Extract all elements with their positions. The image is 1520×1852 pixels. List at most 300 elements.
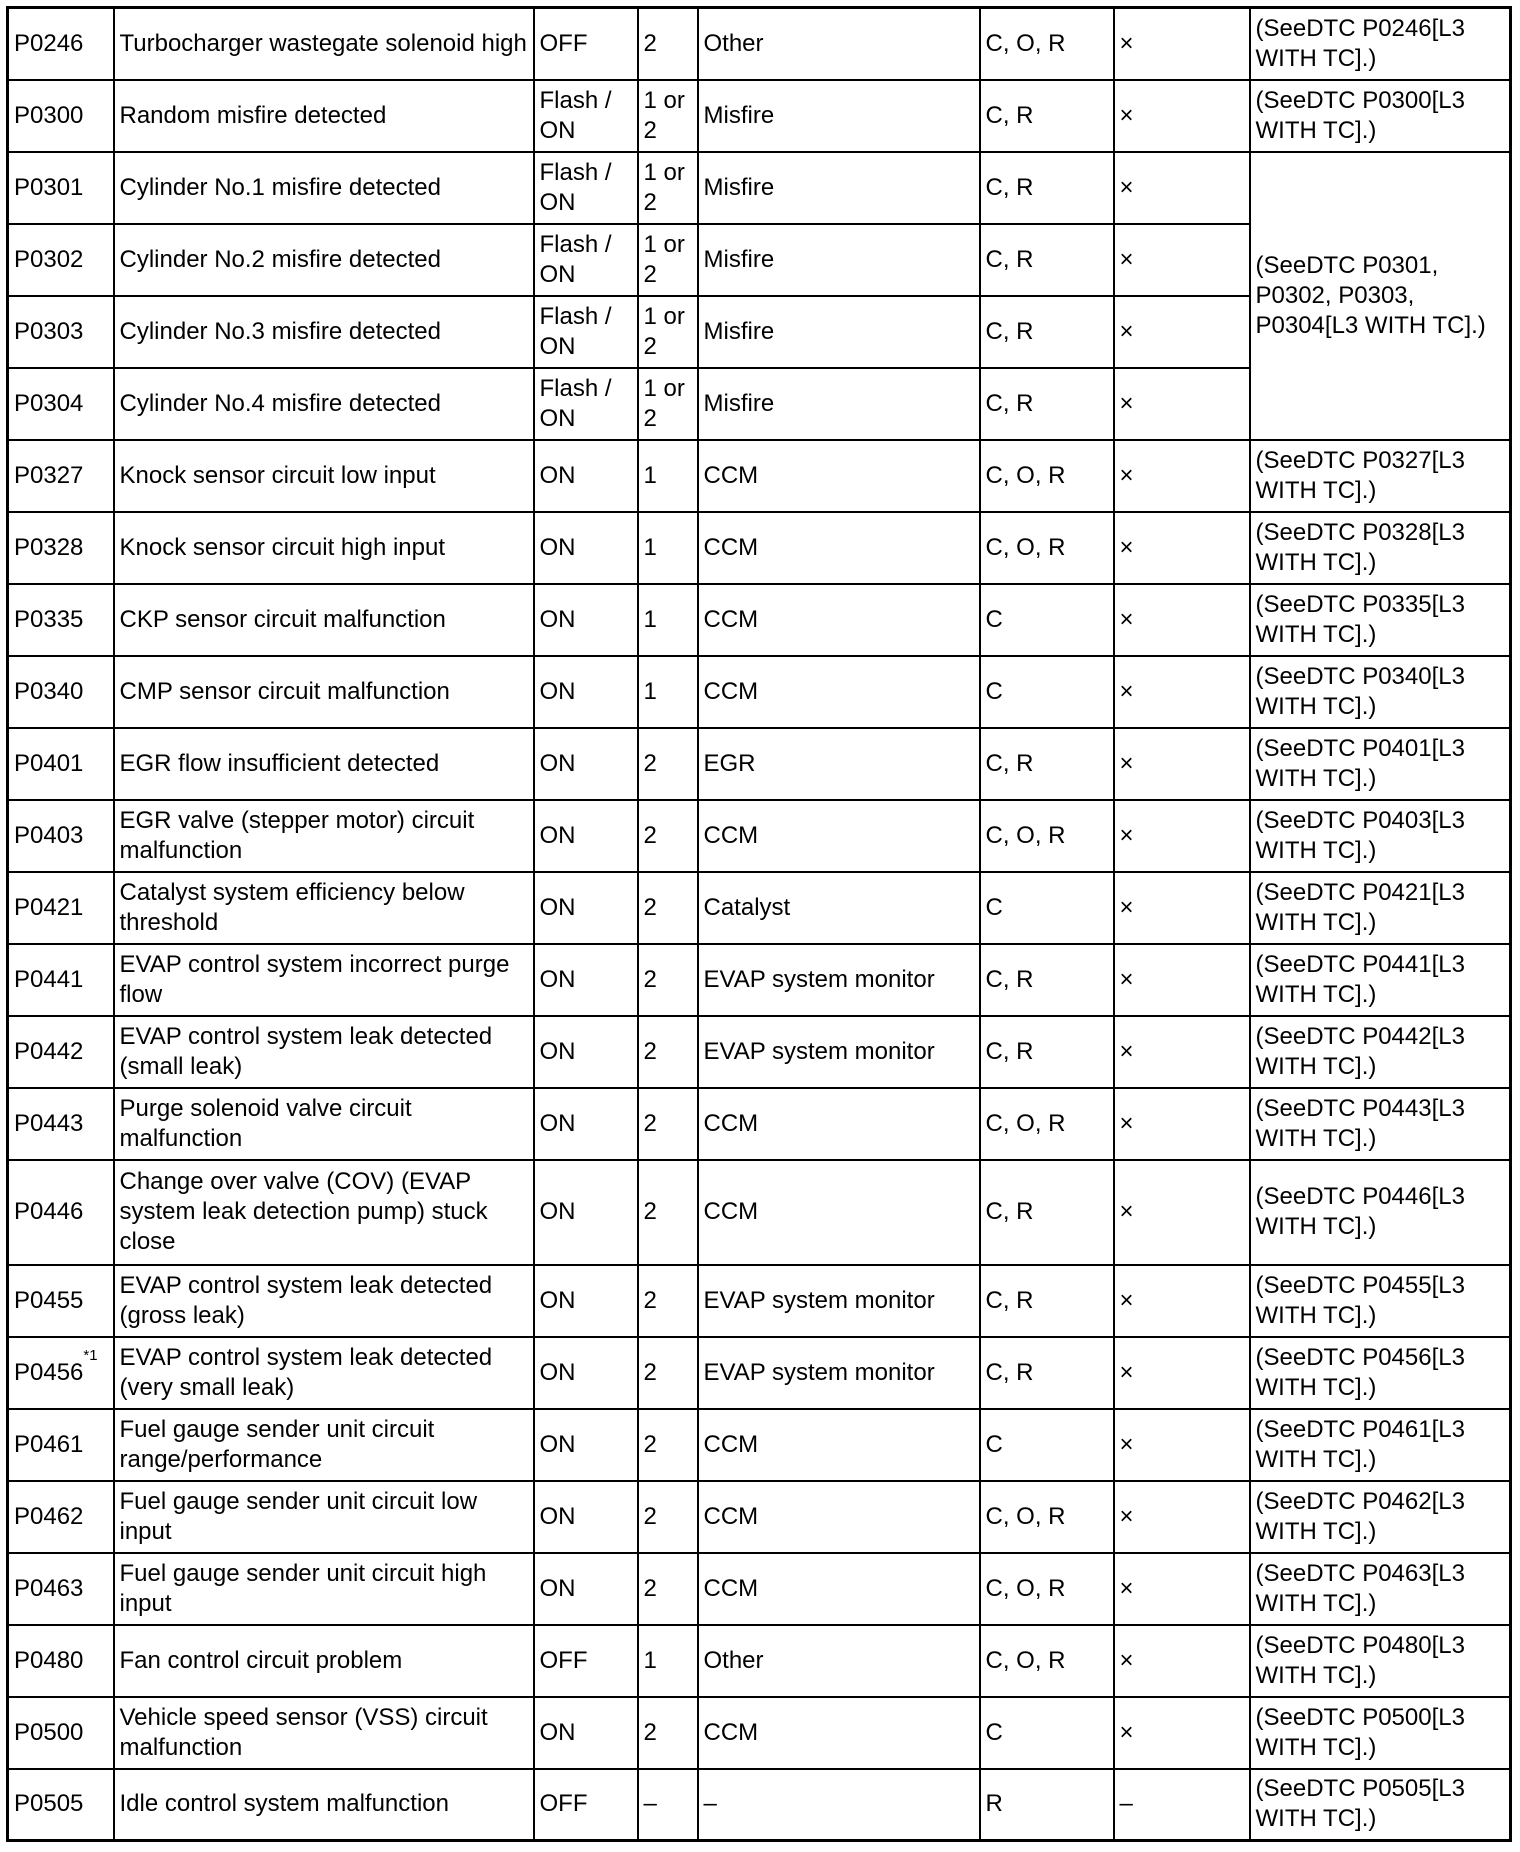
- dtc-code-text: P0480: [14, 1646, 84, 1674]
- mil-status-cell: [534, 80, 638, 152]
- memory-function-cell: [1114, 944, 1250, 1016]
- self-test-text: C: [985, 605, 1003, 633]
- memory-function-text: ×: [1119, 461, 1134, 489]
- trip-count-cell: [638, 1625, 698, 1697]
- monitor-item-text: EVAP system monitor: [703, 1358, 935, 1386]
- trip-count-text: 1 or 2: [643, 374, 685, 432]
- self-test-cell: [980, 1160, 1114, 1265]
- dtc-code-text: P0505: [14, 1790, 84, 1818]
- mil-status-text: ON: [539, 605, 576, 633]
- self-test-cell: [980, 1409, 1114, 1481]
- dtc-code-cell: [8, 512, 114, 584]
- reference-link-text: (SeeDTC P0480[L3 WITH TC].): [1255, 1631, 1465, 1689]
- trip-count-text: 2: [643, 1198, 657, 1225]
- monitor-item-text: CCM: [703, 1109, 759, 1137]
- dtc-code-cell: [8, 440, 114, 512]
- monitor-item-cell: [698, 1265, 980, 1337]
- mil-status-cell: [534, 872, 638, 944]
- memory-function-cell: [1114, 440, 1250, 512]
- mil-status-text: ON: [539, 965, 576, 993]
- trip-count-cell: [638, 296, 698, 368]
- monitor-item-cell: [698, 1160, 980, 1265]
- mil-status-text: Flash / ON: [539, 230, 612, 288]
- trip-count-text: 2: [643, 1358, 657, 1386]
- mil-status-text: ON: [539, 1574, 576, 1602]
- reference-link-text: (SeeDTC P0401[L3 WITH TC].): [1255, 734, 1465, 792]
- description-cell: [114, 296, 534, 368]
- description-cell: [114, 1160, 534, 1265]
- description-cell: [114, 1553, 534, 1625]
- trip-count-text: 1: [643, 677, 657, 705]
- monitor-item-text: Misfire: [703, 101, 775, 129]
- trip-count-cell: [638, 224, 698, 296]
- mil-status-cell: [534, 224, 638, 296]
- memory-function-cell: [1114, 728, 1250, 800]
- memory-function-text: ×: [1119, 1286, 1134, 1314]
- memory-function-text: ×: [1119, 1358, 1134, 1386]
- monitor-item-cell: [698, 728, 980, 800]
- self-test-cell: [980, 1016, 1114, 1088]
- description-text: Purge solenoid valve circuit malfunction: [119, 1094, 412, 1152]
- reference-link-cell[interactable]: [1250, 1697, 1511, 1769]
- description-text: Cylinder No.2 misfire detected: [119, 245, 441, 273]
- description-cell: [114, 1265, 534, 1337]
- monitor-item-cell: [698, 872, 980, 944]
- reference-link-text: (SeeDTC P0301, P0302, P0303, P0304[L3 WITH TC].): [1255, 251, 1486, 339]
- mil-status-text: ON: [539, 461, 576, 489]
- trip-count-text: 1: [643, 605, 657, 633]
- description-text: Fuel gauge sender unit circuit range/performance: [119, 1415, 435, 1473]
- trip-count-cell: [638, 8, 698, 80]
- memory-function-text: ×: [1119, 245, 1134, 273]
- mil-status-cell: [534, 1553, 638, 1625]
- reference-link-cell[interactable]: [1250, 1625, 1511, 1697]
- dtc-code-text: P0340: [14, 677, 84, 705]
- dtc-code-cell: [8, 584, 114, 656]
- dtc-code-cell: [8, 296, 114, 368]
- description-text: EVAP control system leak detected (small leak): [119, 1022, 493, 1080]
- description-text: EVAP control system leak detected (very small leak): [119, 1343, 493, 1401]
- self-test-text: C, R: [985, 749, 1034, 777]
- monitor-item-text: Misfire: [703, 389, 775, 417]
- reference-link-cell[interactable]: [1250, 440, 1511, 512]
- trip-count-text: 1 or 2: [643, 302, 685, 360]
- mil-status-cell: [534, 8, 638, 80]
- self-test-text: C, O, R: [985, 1574, 1066, 1602]
- trip-count-text: 2: [643, 1502, 657, 1530]
- mil-status-cell: [534, 368, 638, 440]
- memory-function-text: –: [1119, 1790, 1133, 1818]
- reference-link-cell[interactable]: [1250, 1265, 1511, 1337]
- self-test-cell: [980, 656, 1114, 728]
- reference-link-cell[interactable]: [1250, 8, 1511, 80]
- memory-function-text: ×: [1119, 749, 1134, 777]
- self-test-cell: [980, 1625, 1114, 1697]
- dtc-code-text: P0463: [14, 1574, 84, 1602]
- self-test-cell: [980, 728, 1114, 800]
- trip-count-cell: [638, 440, 698, 512]
- description-text: EGR flow insufficient detected: [119, 749, 440, 777]
- mil-status-text: ON: [539, 1358, 576, 1386]
- self-test-text: C, R: [985, 1286, 1034, 1314]
- reference-link-text: (SeeDTC P0246[L3 WITH TC].): [1255, 14, 1465, 72]
- description-cell: [114, 152, 534, 224]
- monitor-item-text: EVAP system monitor: [703, 965, 935, 993]
- monitor-item-text: EVAP system monitor: [703, 1286, 935, 1314]
- mil-status-cell: [534, 1625, 638, 1697]
- memory-function-cell: [1114, 512, 1250, 584]
- monitor-item-cell: [698, 152, 980, 224]
- dtc-code-cell: [8, 1265, 114, 1337]
- dtc-code-text: P0462: [14, 1502, 84, 1530]
- table-row: [8, 1337, 1511, 1409]
- self-test-text: C, R: [985, 965, 1034, 993]
- reference-link-cell[interactable]: [1250, 1016, 1511, 1088]
- monitor-item-text: Other: [703, 1646, 764, 1674]
- memory-function-text: ×: [1119, 29, 1134, 57]
- trip-count-text: 2: [643, 965, 657, 993]
- mil-status-text: OFF: [539, 1790, 588, 1818]
- reference-link-cell[interactable]: [1250, 152, 1511, 440]
- monitor-item-cell: [698, 1553, 980, 1625]
- monitor-item-text: Catalyst: [703, 893, 791, 921]
- reference-link-cell[interactable]: [1250, 1409, 1511, 1481]
- reference-link-text: (SeeDTC P0442[L3 WITH TC].): [1255, 1022, 1465, 1080]
- dtc-code-text: P0300: [14, 101, 84, 129]
- mil-status-cell: [534, 656, 638, 728]
- description-text: Idle control system malfunction: [119, 1790, 449, 1818]
- table-row: [8, 152, 1511, 224]
- mil-status-text: ON: [539, 1198, 576, 1225]
- self-test-text: C, O, R: [985, 821, 1066, 849]
- description-text: Fuel gauge sender unit circuit high input: [119, 1559, 487, 1617]
- monitor-item-text: CCM: [703, 533, 759, 561]
- mil-status-cell: [534, 1409, 638, 1481]
- monitor-item-text: CCM: [703, 1718, 759, 1746]
- mil-status-text: ON: [539, 749, 576, 777]
- memory-function-cell: [1114, 872, 1250, 944]
- reference-link-text: (SeeDTC P0328[L3 WITH TC].): [1255, 518, 1465, 576]
- trip-count-cell: [638, 1265, 698, 1337]
- self-test-cell: [980, 440, 1114, 512]
- description-text: Cylinder No.3 misfire detected: [119, 317, 441, 345]
- memory-function-cell: [1114, 80, 1250, 152]
- trip-count-text: 2: [643, 893, 657, 921]
- dtc-code-cell: [8, 80, 114, 152]
- trip-count-cell: [638, 872, 698, 944]
- reference-link-cell[interactable]: [1250, 512, 1511, 584]
- monitor-item-text: CCM: [703, 1574, 759, 1602]
- memory-function-text: ×: [1119, 677, 1134, 705]
- memory-function-cell: [1114, 656, 1250, 728]
- description-cell: [114, 1697, 534, 1769]
- reference-link-cell[interactable]: [1250, 656, 1511, 728]
- mil-status-text: ON: [539, 821, 576, 849]
- self-test-text: C, R: [985, 1198, 1034, 1225]
- reference-link-cell[interactable]: [1250, 1088, 1511, 1160]
- trip-count-text: 1: [643, 461, 657, 489]
- self-test-cell: [980, 1553, 1114, 1625]
- mil-status-text: ON: [539, 1037, 576, 1065]
- trip-count-cell: [638, 512, 698, 584]
- description-cell: [114, 440, 534, 512]
- dtc-code-cell: [8, 1409, 114, 1481]
- table-row: [8, 1697, 1511, 1769]
- memory-function-text: ×: [1119, 173, 1134, 201]
- trip-count-cell: [638, 944, 698, 1016]
- reference-link-cell[interactable]: [1250, 1337, 1511, 1409]
- mil-status-text: Flash / ON: [539, 158, 612, 216]
- reference-link-text: (SeeDTC P0500[L3 WITH TC].): [1255, 1703, 1465, 1761]
- reference-link-text: (SeeDTC P0456[L3 WITH TC].): [1255, 1343, 1465, 1401]
- table-row: [8, 1265, 1511, 1337]
- mil-status-text: ON: [539, 1430, 576, 1458]
- reference-link-cell[interactable]: [1250, 1553, 1511, 1625]
- monitor-item-cell: [698, 8, 980, 80]
- monitor-item-text: Misfire: [703, 173, 775, 201]
- dtc-code-cell: [8, 944, 114, 1016]
- monitor-item-text: Misfire: [703, 245, 775, 273]
- self-test-text: C, R: [985, 1037, 1034, 1065]
- reference-link-cell[interactable]: [1250, 800, 1511, 872]
- reference-link-cell[interactable]: [1250, 1769, 1511, 1841]
- reference-link-cell[interactable]: [1250, 728, 1511, 800]
- description-text: Turbocharger wastegate solenoid high: [119, 29, 527, 57]
- self-test-text: R: [985, 1790, 1003, 1818]
- monitor-item-text: CCM: [703, 461, 759, 489]
- memory-function-cell: [1114, 1265, 1250, 1337]
- memory-function-cell: [1114, 1337, 1250, 1409]
- monitor-item-text: CCM: [703, 605, 759, 633]
- reference-link-cell[interactable]: [1250, 944, 1511, 1016]
- mil-status-text: ON: [539, 1718, 576, 1746]
- table-row: [8, 656, 1511, 728]
- mil-status-cell: [534, 512, 638, 584]
- memory-function-text: ×: [1119, 389, 1134, 417]
- reference-link-cell[interactable]: [1250, 1160, 1511, 1265]
- dtc-code-text: P0303: [14, 317, 84, 345]
- mil-status-cell: [534, 1265, 638, 1337]
- dtc-code-cell: [8, 1088, 114, 1160]
- self-test-cell: [980, 1088, 1114, 1160]
- monitor-item-cell: [698, 944, 980, 1016]
- dtc-code-cell: [8, 656, 114, 728]
- memory-function-cell: [1114, 296, 1250, 368]
- mil-status-cell: [534, 1088, 638, 1160]
- mil-status-text: Flash / ON: [539, 374, 612, 432]
- mil-status-text: ON: [539, 1109, 576, 1137]
- reference-link-text: (SeeDTC P0461[L3 WITH TC].): [1255, 1415, 1465, 1473]
- dtc-code-cell: [8, 1481, 114, 1553]
- mil-status-cell: [534, 1016, 638, 1088]
- reference-link-cell[interactable]: [1250, 80, 1511, 152]
- memory-function-cell: [1114, 1160, 1250, 1265]
- self-test-cell: [980, 1697, 1114, 1769]
- self-test-text: C, O, R: [985, 461, 1066, 489]
- trip-count-cell: [638, 1481, 698, 1553]
- trip-count-text: 2: [643, 1037, 657, 1065]
- reference-link-text: (SeeDTC P0300[L3 WITH TC].): [1255, 86, 1465, 144]
- monitor-item-text: Other: [703, 29, 764, 57]
- description-text: Fan control circuit problem: [119, 1646, 403, 1674]
- self-test-cell: [980, 224, 1114, 296]
- description-text: Fuel gauge sender unit circuit low input: [119, 1487, 478, 1545]
- memory-function-cell: [1114, 1409, 1250, 1481]
- description-cell: [114, 1481, 534, 1553]
- self-test-text: C: [985, 893, 1003, 921]
- description-cell: [114, 944, 534, 1016]
- memory-function-cell: [1114, 1769, 1250, 1841]
- description-text: Catalyst system efficiency below threshold: [119, 878, 465, 936]
- dtc-code-text: P0442: [14, 1037, 84, 1065]
- memory-function-text: ×: [1119, 533, 1134, 561]
- memory-function-cell: [1114, 8, 1250, 80]
- dtc-code-cell: [8, 1553, 114, 1625]
- monitor-item-cell: [698, 656, 980, 728]
- memory-function-text: ×: [1119, 317, 1134, 345]
- memory-function-text: ×: [1119, 821, 1134, 849]
- description-cell: [114, 1088, 534, 1160]
- reference-link-text: (SeeDTC P0446[L3 WITH TC].): [1255, 1183, 1465, 1240]
- trip-count-text: 2: [643, 749, 657, 777]
- self-test-cell: [980, 1481, 1114, 1553]
- monitor-item-cell: [698, 1697, 980, 1769]
- mil-status-text: OFF: [539, 29, 588, 57]
- mil-status-text: ON: [539, 893, 576, 921]
- dtc-code-text: P0401: [14, 749, 84, 777]
- memory-function-text: ×: [1119, 965, 1134, 993]
- memory-function-cell: [1114, 1625, 1250, 1697]
- monitor-item-cell: [698, 1088, 980, 1160]
- dtc-code-text: P0327: [14, 461, 84, 489]
- reference-link-text: (SeeDTC P0462[L3 WITH TC].): [1255, 1487, 1465, 1545]
- memory-function-cell: [1114, 1016, 1250, 1088]
- dtc-code-cell: [8, 8, 114, 80]
- description-text: Cylinder No.1 misfire detected: [119, 173, 441, 201]
- mil-status-cell: [534, 152, 638, 224]
- monitor-item-cell: [698, 1481, 980, 1553]
- reference-link-text: (SeeDTC P0421[L3 WITH TC].): [1255, 878, 1465, 936]
- self-test-cell: [980, 8, 1114, 80]
- trip-count-cell: [638, 1769, 698, 1841]
- dtc-table: [6, 6, 1512, 1842]
- description-cell: [114, 1769, 534, 1841]
- trip-count-cell: [638, 152, 698, 224]
- trip-count-text: 1 or 2: [643, 230, 685, 288]
- dtc-code-cell: [8, 1697, 114, 1769]
- dtc-code-text: P0455: [14, 1286, 84, 1314]
- description-cell: [114, 872, 534, 944]
- trip-count-text: 2: [643, 1718, 657, 1746]
- self-test-cell: [980, 1769, 1114, 1841]
- self-test-cell: [980, 800, 1114, 872]
- reference-link-text: (SeeDTC P0505[L3 WITH TC].): [1255, 1775, 1465, 1833]
- self-test-text: C, O, R: [985, 1502, 1066, 1530]
- dtc-code-text: P0443: [14, 1109, 84, 1137]
- mil-status-cell: [534, 1337, 638, 1409]
- monitor-item-cell: [698, 368, 980, 440]
- monitor-item-text: EGR: [703, 749, 756, 777]
- description-text: CKP sensor circuit malfunction: [119, 605, 446, 633]
- description-text: EVAP control system leak detected (gross leak): [119, 1271, 493, 1329]
- self-test-text: C, R: [985, 317, 1034, 345]
- reference-link-text: (SeeDTC P0441[L3 WITH TC].): [1255, 950, 1465, 1008]
- self-test-cell: [980, 368, 1114, 440]
- monitor-item-text: CCM: [703, 1502, 759, 1530]
- description-cell: [114, 1016, 534, 1088]
- dtc-code-text: P0328: [14, 533, 84, 561]
- reference-link-text: (SeeDTC P0335[L3 WITH TC].): [1255, 590, 1465, 648]
- reference-link-cell[interactable]: [1250, 872, 1511, 944]
- memory-function-text: ×: [1119, 605, 1134, 633]
- memory-function-cell: [1114, 1088, 1250, 1160]
- monitor-item-cell: [698, 1625, 980, 1697]
- self-test-cell: [980, 296, 1114, 368]
- mil-status-cell: [534, 584, 638, 656]
- description-cell: [114, 800, 534, 872]
- dtc-code-text: P0421: [14, 893, 84, 921]
- reference-link-text: (SeeDTC P0327[L3 WITH TC].): [1255, 446, 1465, 504]
- dtc-code-text: P0403: [14, 821, 84, 849]
- description-cell: [114, 584, 534, 656]
- trip-count-text: 2: [643, 1109, 657, 1137]
- description-text: EVAP control system incorrect purge flow: [119, 950, 510, 1008]
- trip-count-cell: [638, 656, 698, 728]
- trip-count-cell: [638, 1409, 698, 1481]
- trip-count-text: 2: [643, 29, 657, 57]
- table-row: [8, 440, 1511, 512]
- trip-count-text: 1 or 2: [643, 86, 685, 144]
- memory-function-text: ×: [1119, 1574, 1134, 1602]
- monitor-item-text: Misfire: [703, 317, 775, 345]
- dtc-code-text: P0246: [14, 29, 84, 57]
- dtc-table-body: [8, 8, 1511, 1841]
- monitor-item-cell: [698, 80, 980, 152]
- trip-count-text: –: [643, 1790, 657, 1818]
- reference-link-cell[interactable]: [1250, 1481, 1511, 1553]
- description-cell: [114, 8, 534, 80]
- memory-function-text: ×: [1119, 101, 1134, 129]
- trip-count-cell: [638, 728, 698, 800]
- description-text: CMP sensor circuit malfunction: [119, 677, 450, 705]
- dtc-code-text: P0302: [14, 245, 84, 273]
- self-test-text: C, R: [985, 101, 1034, 129]
- mil-status-cell: [534, 800, 638, 872]
- table-row: [8, 80, 1511, 152]
- mil-status-cell: [534, 728, 638, 800]
- description-text: Knock sensor circuit high input: [119, 533, 445, 561]
- memory-function-cell: [1114, 1553, 1250, 1625]
- self-test-text: C, R: [985, 173, 1034, 201]
- mil-status-cell: [534, 440, 638, 512]
- description-cell: [114, 368, 534, 440]
- reference-link-text: (SeeDTC P0455[L3 WITH TC].): [1255, 1271, 1465, 1329]
- monitor-item-text: CCM: [703, 1198, 759, 1225]
- reference-link-cell[interactable]: [1250, 584, 1511, 656]
- memory-function-text: ×: [1119, 1109, 1134, 1137]
- memory-function-cell: [1114, 368, 1250, 440]
- memory-function-cell: [1114, 1481, 1250, 1553]
- table-row: [8, 584, 1511, 656]
- memory-function-text: ×: [1119, 893, 1134, 921]
- trip-count-cell: [638, 584, 698, 656]
- description-cell: [114, 656, 534, 728]
- monitor-item-cell: [698, 440, 980, 512]
- description-cell: [114, 1625, 534, 1697]
- dtc-code-text: P0446: [14, 1198, 84, 1225]
- memory-function-text: ×: [1119, 1646, 1134, 1674]
- mil-status-text: Flash / ON: [539, 86, 612, 144]
